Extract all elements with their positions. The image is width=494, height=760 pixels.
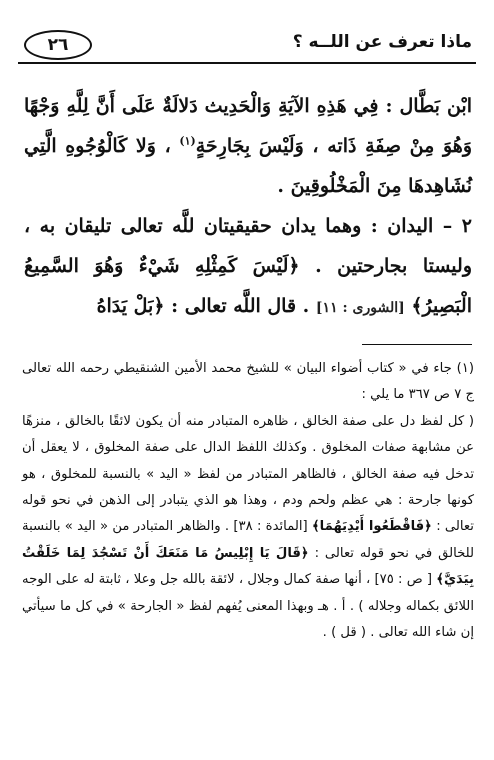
paragraph-hands bbox=[24, 206, 472, 328]
author-sign: ( قل ) bbox=[331, 625, 367, 641]
verse-reference-maidah: [المائدة : ٣٨] bbox=[233, 519, 308, 535]
quran-verse-start: ﴿بَلْ يَدَاهُ bbox=[96, 295, 165, 317]
footnote-marker[interactable]: (١) bbox=[179, 134, 196, 148]
section-label-hands: ٢ – اليدان : bbox=[370, 215, 472, 237]
para1-text-b: ، وَلا كَالْوُجُوهِ الَّتِي نُشَاهِدهَا مِنَ الْمَخْلُوقِينَ . bbox=[24, 135, 472, 197]
footnote-body-c: ، أنها صفة كمال وجلال ، لائقة بالله جل وعلا ، ثابتة له على الوجه اللائق بكماله وجلاله ) . أ . هـ وبهذا المعنى يُفهم لفظ « الجارحة » في كل ما سيأتي إن شاء الله تعالى . bbox=[22, 572, 474, 641]
verse-reference-shura: [الشورى : ١١] bbox=[315, 300, 405, 316]
header-divider bbox=[18, 62, 476, 64]
quran-verse-sad: ﴿قَالَ يَا إِبْلِيسُ مَا مَنَعَكَ أَنْ تَسْجُدَ لِمَا خَلَقْتُ بِيَدَيَّ﴾ bbox=[22, 545, 475, 588]
paragraph-ibn-battal bbox=[24, 86, 472, 206]
footnote bbox=[22, 356, 474, 646]
footnote-intro bbox=[22, 356, 474, 409]
footnote-number: (١) bbox=[456, 361, 474, 376]
quran-verse-maidah: ﴿فَاقْطَعُوا أَيْدِيَهُمَا﴾ bbox=[311, 519, 432, 535]
footnote-body-a: ( كل لفظ دل على صفة الخالق ، ظاهره المتبادر منه أن يكون لائقًا بالخالق ، منزهًا عن مشابهة صفات المخلوق . وكذلك اللفظ الدال على صفة المخلوق ، لا يعقل أن تدخل فيه صفة الخالق ، فالظاهر المتبادر من لفظ « اليد » بالنسبة للمخلوق ، هو كونها جارحة : هي عظم ولحم ودم ، وهذا هو الذي يتبادر إلى الذهن في نحو قوله تعالى : bbox=[22, 413, 474, 535]
page-number: ٢٦ bbox=[24, 30, 92, 60]
footnote-source: جاء في « كتاب أضواء البيان » للشيخ محمد الأمين الشنقيطي رحمه الله تعالى ج ٧ ص ٣٦٧ ما يلي : bbox=[22, 361, 474, 403]
para2-tail: . قال اللَّه تعالى : bbox=[171, 295, 310, 317]
footnote-body-b: . والظاهر المتبادر من « اليد » بالنسبة للخالق في نحو قوله تعالى : bbox=[22, 519, 475, 561]
para1-text-a: ابْن بَطَّال : فِي هَذِهِ الآيَةِ وَالْحَدِيث دَلالَةٌ عَلَى أَنَّ لِلَّهِ وَجْهًا وَهُوَ مِنْ صِفَةِ ذَاته ، وَلَيْسَ بِجَارِحَةٍ bbox=[24, 95, 472, 157]
quran-verse-shura: ﴿لَيْسَ كَمِثْلِهِ شَيْءٌ وَهُوَ السَّمِيعُ الْبَصِيرُ﴾ bbox=[24, 255, 472, 317]
running-title: ماذا تعرف عن اللــه ؟ bbox=[292, 32, 472, 52]
page-header bbox=[18, 30, 476, 64]
footnote-body bbox=[22, 409, 474, 647]
main-text bbox=[24, 86, 472, 328]
verse-reference-sad: [ ص : ٧٥] bbox=[374, 572, 433, 588]
para2-text: وهما يدان حقيقيتان للَّه تعالى تليقان به ، وليستا بجارحتين . bbox=[24, 215, 472, 277]
footnote-end: . bbox=[322, 625, 327, 641]
footnote-divider bbox=[362, 344, 472, 345]
